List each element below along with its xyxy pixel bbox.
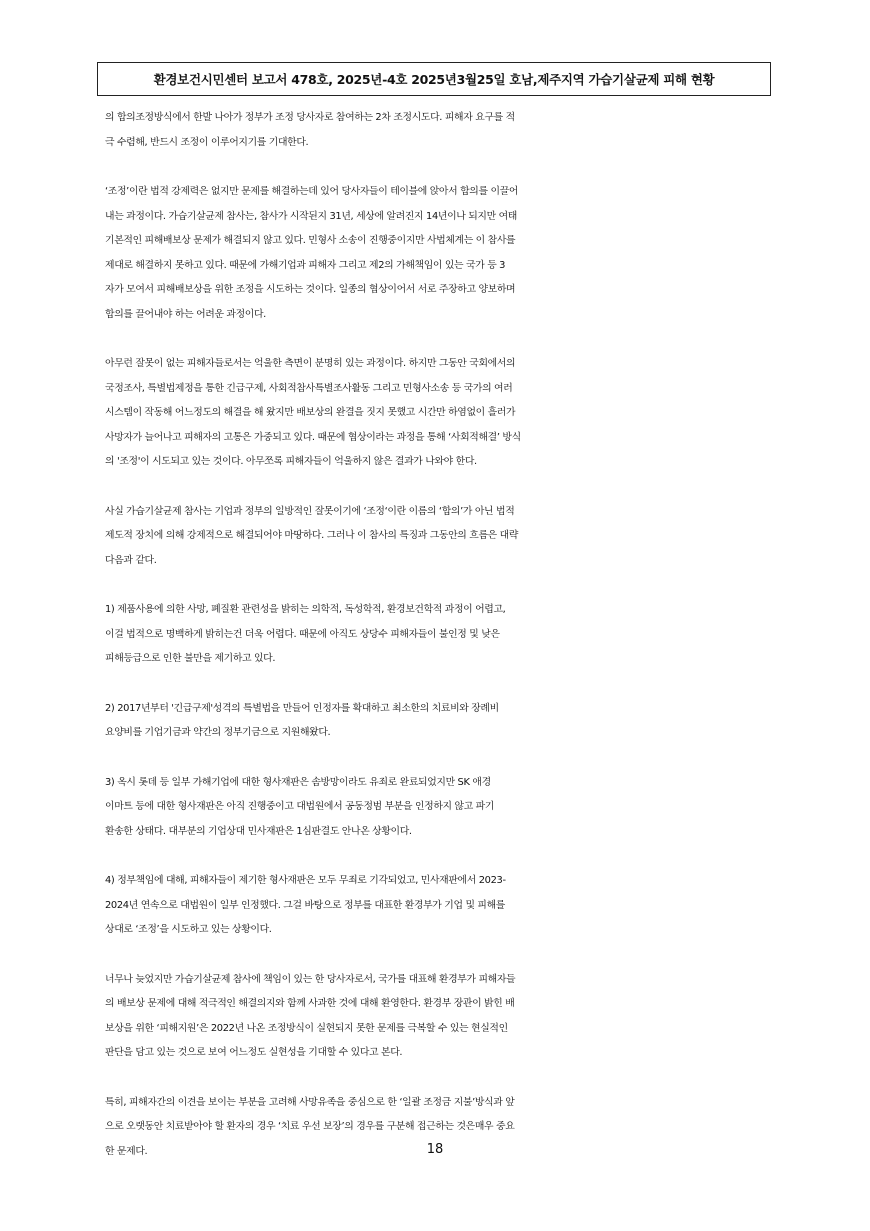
paragraph-2 — [105, 180, 773, 327]
text-line: 환송한 상태다. 대부분의 기업상대 민사재판은 1심판결도 안나온 상황이다. — [105, 825, 412, 837]
paragraph-4 — [105, 500, 773, 574]
text-line: 1) 제품사용에 의한 사망, 폐질환 관련성을 밝히는 의학적, 독성학적, 환경보건학적 과정이 어렵고, — [105, 604, 506, 615]
text-line: 4) 정부책임에 대해, 피해자들이 제기한 형사재판은 모두 무죄로 기각되었고, 민사재판에서 2023- — [105, 875, 506, 886]
text-line: 피해등급으로 인한 불만을 제기하고 있다. — [105, 653, 276, 664]
text-line: 기본적인 피해배보상 문제가 해결되지 않고 있다. 민형사 소송이 진행중이지만 사법체계는 이 참사를 — [105, 235, 516, 246]
text-line: 너무나 늦었지만 가습기살균제 참사에 책임이 있는 한 당사자로서, 국가를 대표해 환경부가 피해자들 — [105, 973, 516, 985]
text-line: 극 수렴해, 반드시 조정이 이루어지기를 기대한다. — [105, 136, 309, 148]
text-line: 자가 모여서 피해배보상을 위한 조정을 시도하는 것이다. 일종의 협상이어서 서로 주장하고 양보하며 — [105, 284, 516, 295]
text-line: 판단을 담고 있는 것으로 보여 어느정도 실현성을 기대할 수 있다고 본다. — [105, 1047, 403, 1058]
text-line: 합의를 끌어내야 하는 어려운 과정이다. — [105, 308, 266, 320]
text-line: 사실 가습기살균제 참사는 기업과 정부의 일방적인 잘못이기에 ‘조정‘이란 이름의 ‘합의’가 아닌 법적 — [105, 505, 515, 517]
text-line: 의 배보상 문제에 대해 적극적인 해결의지와 함께 사과한 것에 대해 환영한다. 환경부 장관이 밝힌 배 — [105, 998, 515, 1009]
list-item-4 — [105, 869, 773, 943]
report-header-title: 환경보건시민센터 보고서 478호, 2025년-4호 2025년3월25일 호남,제주지역 가습기살균제 피해 현황 — [153, 72, 715, 87]
text-line: 보상을 위한 ‘피해지원’은 2022년 나온 조정방식이 실현되지 못한 문제를 극복할 수 있는 현실적인 — [105, 1022, 508, 1034]
text-line: 사망자가 늘어나고 피해자의 고통은 가중되고 있다. 때문에 협상이라는 과정을 통해 ‘사회적해결’ 방식 — [105, 431, 521, 443]
text-line: ‘조정’이란 법적 강제력은 없지만 문제를 해결하는데 있어 당사자들이 테이블에 앉아서 합의를 이끌어 — [105, 186, 519, 197]
text-line: 상대로 ‘조정’을 시도하고 있는 상황이다. — [105, 924, 272, 935]
report-header-box — [97, 62, 771, 96]
text-line: 내는 과정이다. 가습기살균제 참사는, 참사가 시작된지 31년, 세상에 알려진지 14년이나 되지만 여태 — [105, 210, 517, 222]
text-line: 2) 2017년부터 '긴급구제'성격의 특별법을 만들어 인정자를 확대하고 최소한의 치료비와 장례비 — [105, 702, 499, 714]
text-line: 한 문제다. — [105, 1145, 148, 1157]
text-line: 이걸 법적으로 명백하게 밝히는건 더욱 어렵다. 때문에 아직도 상당수 피해자들이 불인정 및 낮은 — [105, 628, 500, 640]
list-item-3 — [105, 771, 773, 845]
text-line: 이마트 등에 대한 형사재판은 아직 진행중이고 대법원에서 공동정범 부분을 인정하지 않고 파기 — [105, 801, 495, 812]
text-line: 2024년 연속으로 대법원이 일부 인정했다. 그걸 바탕으로 정부를 대표한 환경부가 기업 및 피해를 — [105, 899, 505, 911]
paragraph-1 — [105, 106, 773, 155]
body-content — [105, 106, 773, 1189]
text-line: 다음과 같다. — [105, 554, 157, 566]
text-line: 요양비를 기업기금과 약간의 정부기금으로 지원해왔다. — [105, 727, 331, 738]
text-line: 의 '조정'이 시도되고 있는 것이다. 아무쪼록 피해자들이 억울하지 않은 결과가 나와야 한다. — [105, 456, 477, 467]
paragraph-5 — [105, 968, 773, 1066]
text-line: 의 합의조정방식에서 한발 나아가 정부가 조정 당사자로 참여하는 2차 조정시도다. 피해자 요구를 적 — [105, 112, 515, 123]
list-item-1 — [105, 598, 773, 672]
text-line: 특히, 피해자간의 이견을 보이는 부분을 고려해 사망유족을 중심으로 한 ‘일괄 조정금 지불’방식과 앞 — [105, 1096, 515, 1108]
text-line: 으로 오랫동안 치료받아야 할 환자의 경우 ‘치료 우선 보장’의 경우를 구분해 접근하는 것은매우 중요 — [105, 1121, 515, 1132]
list-item-2 — [105, 697, 773, 746]
text-line: 제도적 장치에 의해 강제적으로 해결되어야 마땅하다. 그러나 이 참사의 특징과 그동안의 흐름은 대략 — [105, 530, 519, 541]
paragraph-3 — [105, 352, 773, 475]
text-line: 3) 옥시 롯데 등 일부 가해기업에 대한 형사재판은 솜방망이라도 유죄로 완료되었지만 SK 애경 — [105, 776, 491, 788]
text-line: 국정조사, 특별법제정을 통한 긴급구제, 사회적참사특별조사활동 그리고 민형사소송 등 국가의 여러 — [105, 382, 513, 394]
text-line: 시스템이 작동해 어느정도의 해결을 해 왔지만 배보상의 완결을 짓지 못했고 시간만 하염없이 흘러가 — [105, 407, 516, 418]
text-line: 아무런 잘못이 없는 피해자들로서는 억울한 측면이 분명히 있는 과정이다. 하지만 그동안 국회에서의 — [105, 358, 516, 369]
page-number: 18 — [426, 1142, 444, 1157]
text-line: 제대로 해결하지 못하고 있다. 때문에 가해기업과 피해자 그리고 제2의 가해책임이 있는 국가 등 3 — [105, 259, 506, 271]
